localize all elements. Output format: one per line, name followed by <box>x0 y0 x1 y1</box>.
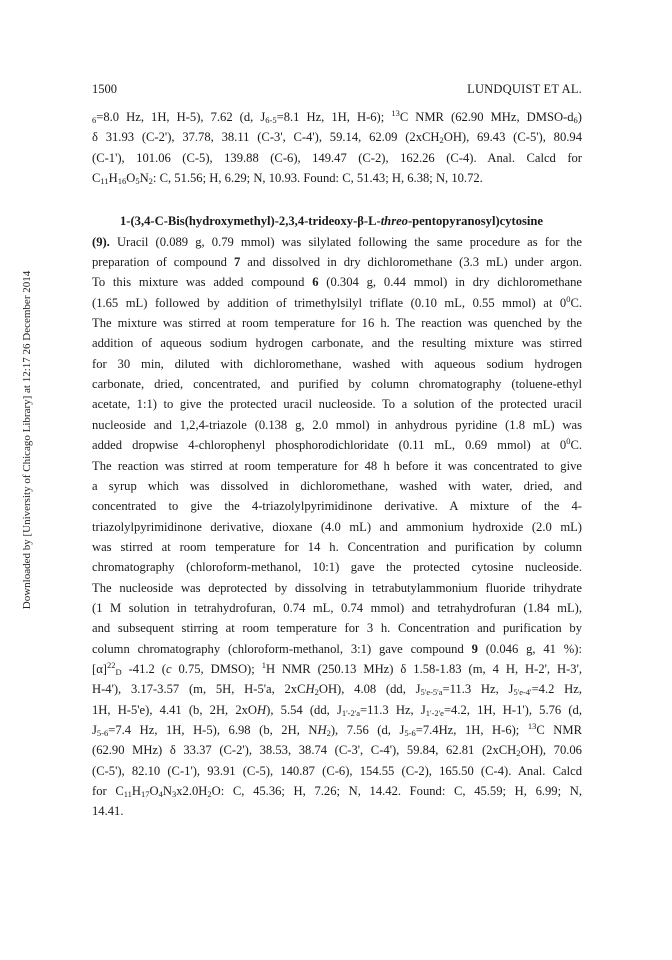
text-line: added dropwise 4-chlorophenyl phosphorodichloridate (0.11 mL, 0.69 mmol) at $0^0C$. <box>92 436 582 453</box>
nmr-data-paragraph <box>92 107 582 188</box>
text-line: and subsequent stirring at room temperature for 3 h. Concentration and purification by <box>92 621 582 636</box>
text-line: preparation of compound 7 and dissolved in dry dichloromethane (3.3 mL) under argon. <box>92 255 582 270</box>
text-line: (9). Uracil (0.089 g, 0.79 mmol) was silylated following the same procedure as for the <box>92 234 582 249</box>
text-line: a syrup which was dissolved in dichloromethane, washed with water, dried, and <box>92 478 582 493</box>
text-line: for $C_{11}H_{17}O_4N_3x2.0H_2O$: C, 45.36; H, 7.26; N, 14.42. Found: C, 45.59; H, 6.99; N, <box>92 784 582 799</box>
text-line: acetate, 1:1) to give the protected uracil nucleoside. To a solution of the protected uracil <box>92 397 582 412</box>
download-sidebar <box>20 160 34 720</box>
text-line: triazolylpyrimidinone derivative, dioxane (4.0 mL) and ammonium hydroxide (2.0 mL) <box>92 519 582 534</box>
compound-9-paragraph <box>92 211 582 821</box>
text-line: δ 31.93 (C-2'), 37.78, 38.11 (C-3', C-4'), 59.14, 62.09 (2xCH$_2$OH), 69.43 (C-5'), 80.94 <box>92 130 582 146</box>
text-line: The nucleoside was deprotected by dissolving in tetrabutylammonium fluoride trihydrate <box>92 580 582 595</box>
text-line: 14.41. <box>92 804 124 819</box>
text-line: (C-1'), 101.06 (C-5), 139.88 (C-6), 149.47 (C-2), 162.26 (C-4). Anal. Calcd for <box>92 150 582 165</box>
paragraph-gap <box>92 188 582 211</box>
running-head: LUNDQUIST ET AL. <box>467 82 582 96</box>
text-line: concentrated to give the 4-triazolylpyrimidinone derivative. A mixture of the 4- <box>92 499 582 514</box>
text-line: (1.65 mL) followed by addition of trimethylsilyl triflate (0.10 mL, 0.55 mmol) at $0^0C$. <box>92 293 582 310</box>
text-line: The mixture was stirred at room temperature for 16 h. The reaction was quenched by the <box>92 316 582 331</box>
text-line: 1H, H-5'e), 4.41 (b, 2H, 2xOH), 5.54 (dd, $J_{1'-2'a}=11.3$ Hz, $J_{1'-2'e}=4.2$, 1H, H-1'), 5.76 (d, <box>92 702 582 718</box>
text-line: $C_{11}H_{16}O_5N_2$: C, 51.56; H, 6.29; N, 10.93. Found: C, 51.43; H, 6.38; N, 10.72. <box>92 171 483 187</box>
text-line: chromatography (chloroform-methanol, 10:1) gave the protected cytosine nucleoside. <box>92 560 582 575</box>
text-line: for 30 min, diluted with dichloromethane, washed with aqueous sodium hydrogen <box>92 356 582 371</box>
text-line: (62.90 MHz) δ 33.37 (C-2'), 38.53, 38.74 (C-3', C-4'), 59.84, 62.81 (2xCH$_2$OH), 70.06 <box>92 743 582 759</box>
text-line: The reaction was stirred at room temperature for 48 h before it was concentrated to give <box>92 458 582 473</box>
text-line: $_6$=8.0 Hz, 1H, H-5), 7.62 (d, $J_{6-5}=8.1$ Hz, 1H, H-6); $^{13}$C NMR (62.90 MHz, DMSO-$d_6$) <box>92 108 582 125</box>
text-line: column chromatography (chloroform-methanol, 3:1) gave compound 9 (0.046 g, 41 %): <box>92 641 582 656</box>
page-number: 1500 <box>92 82 117 96</box>
text-line: (C-5'), 82.10 (C-1'), 93.91 (C-5), 140.87 (C-6), 154.55 (C-2), 165.50 (C-4). Anal. Calcd <box>92 763 582 778</box>
download-notice: Downloaded by [University of Chicago Library] at 12:17 26 December 2014 <box>21 270 33 610</box>
text-line: carbonate, dried, concentrated, and purified by column chromatography (toluene-ethyl <box>92 377 582 392</box>
text-line: To this mixture was added compound 6 (0.304 g, 0.44 mmol) in dry dichloromethane <box>92 275 582 290</box>
text-line: $[\alpha]^{22}_D$ -41.2 (c 0.75, DMSO); $^1$H NMR (250.13 MHz) δ 1.58-1.83 (m, 4 H, H-2', H-3', <box>92 659 582 677</box>
text-line: addition of aqueous sodium hydrogen carbonate, and the resulting mixture was stirred <box>92 336 582 351</box>
article-body <box>92 107 582 822</box>
text-line: (1 M solution in tetrahydrofuran, 0.74 mL, 0.74 mmol) and tetrahydrofuran (1.84 mL), <box>92 600 582 615</box>
text-line: nucleoside and 1,2,4-triazole (0.138 g, 2.0 mmol) in anhydrous pyridine (1.8 mL) was <box>92 417 582 432</box>
text-line: H-4'), 3.17-3.57 (m, 5H, H-5'a, 2xCH$_2$OH), 4.08 (dd, $J_{5'e-5'a}=11.3$ Hz, $J_{5'e-4'}=4.2$ Hz, <box>92 682 583 698</box>
text-line: 1-(3,4-C-Bis(hydroxymethyl)-2,3,4-trideoxy-β-L-threo-pentopyranosyl)cytosine <box>120 214 544 229</box>
text-line: $J_{5-6}=7.4$ Hz, 1H, H-5), 6.98 (b, 2H, $NH_2$), 7.56 (d, $J_{5-6}=7.4Hz$, 1H, H-6); $^{13}$C NMR <box>92 720 582 738</box>
text-line: was stirred at room temperature for 14 h. Concentration and purification by column <box>92 539 582 554</box>
